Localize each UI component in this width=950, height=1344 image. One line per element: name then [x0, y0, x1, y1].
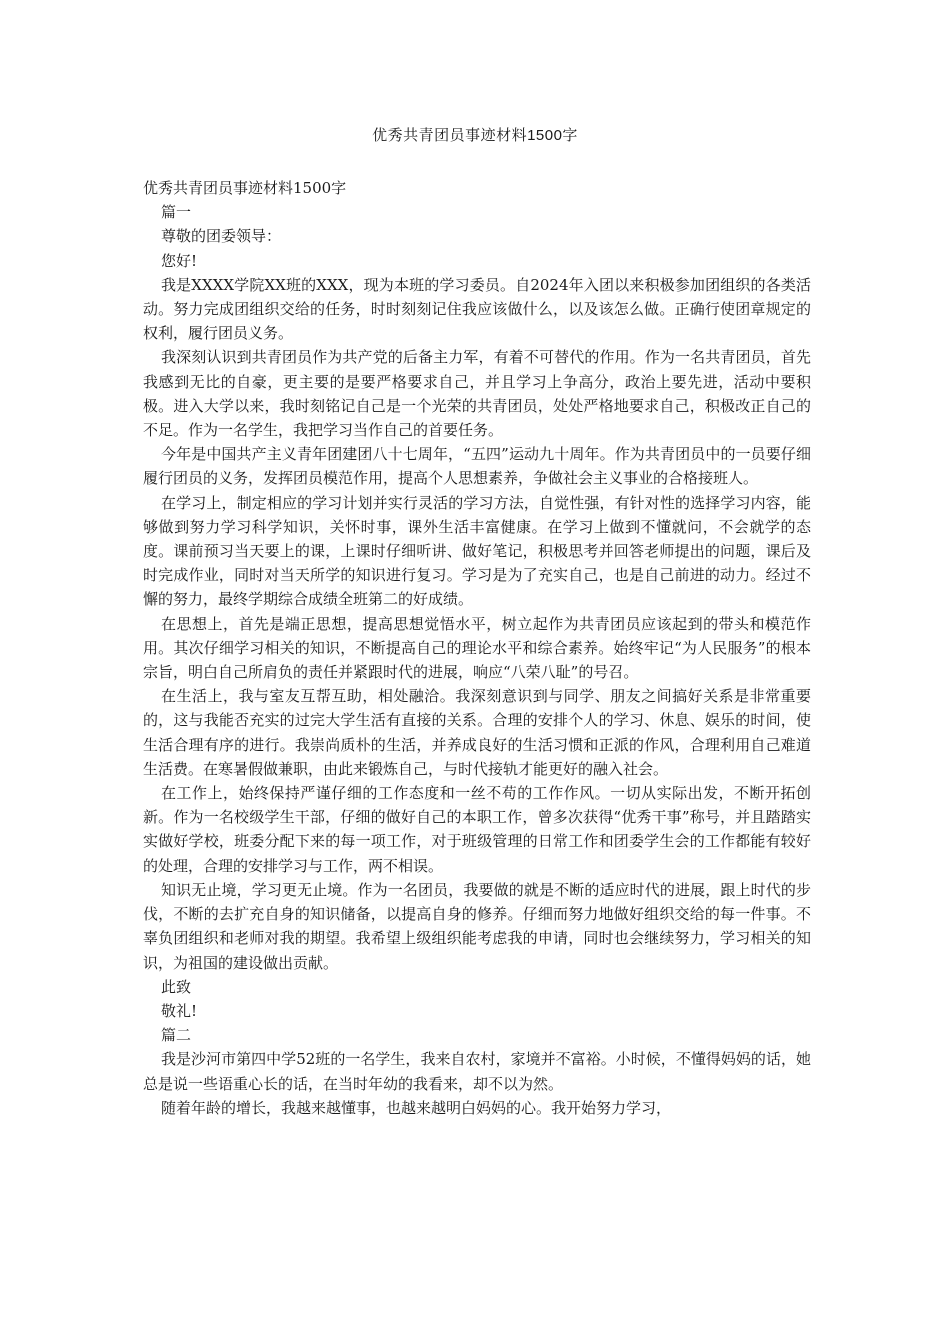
greeting: 您好!: [161, 251, 198, 270]
body-paragraph: 知识无止境，学习更无止境。作为一名团员，我要做的就是不断的适应时代的进展，跟上时代的步伐，不断的去扩充自身的知识储备，以提高自身的修养。仔细而努力地做好组织交给的每一件事。不辜负团组织和老师对我的期望。我希望上级组织能考虑我的申请，同时也会继续努力，学习相关的知识，为祖国的建设做出贡献。: [143, 880, 811, 972]
section-heading-1: 篇一: [161, 203, 192, 222]
document-body: [143, 176, 811, 1120]
body-paragraph: 今年是中国共产主义青年团建团八十七周年，“五四”运动九十周年。作为共青团员中的一员要仔细履行团员的义务，发挥团员模范作用，提高个人思想素养，争做社会主义事业的合格接班人。: [143, 445, 811, 488]
body-paragraph: 在生活上，我与室友互帮互助，相处融洽。我深刻意识到与同学、朋友之间搞好关系是非常重要的，这与我能否充实的过完大学生活有直接的关系。合理的安排个人的学习、休息、娱乐的时间，使生活合理有序的进行。我崇尚质朴的生活，并养成良好的生活习惯和正派的作风，合理利用自己难道生活费。在寒暑假做兼职，由此来锻炼自己，与时代接轨才能更好的融入社会。: [143, 687, 811, 778]
body-paragraph: 在学习上，制定相应的学习计划并实行灵活的学习方法，自觉性强，有针对性的选择学习内容，能够做到努力学习科学知识，关怀时事，课外生活丰富健康。在学习上做到不懂就问，不会就学的态度。课前预习当天要上的课，上课时仔细听讲、做好笔记，积极思考并回答老师提出的问题，课后及时完成作业，同时对当天所学的知识进行复习。学习是为了充实自己，也是自己前进的动力。经过不懈的努力，最终学期综合成绩全班第二的好成绩。: [143, 493, 811, 609]
section-heading-2: 篇二: [161, 1026, 192, 1045]
closing-line: 此致: [161, 977, 192, 996]
salutation: 尊敬的团委领导：: [161, 227, 282, 246]
body-paragraph: 随着年龄的增长，我越来越懂事，也越来越明白妈妈的心。我开始努力学习，: [161, 1098, 672, 1117]
body-paragraph: 我是沙河市第四中学52班的一名学生，我来自农村，家境并不富裕。小时候，不懂得妈妈的话，她总是说一些语重心长的话，在当时年幼的我看来，却不以为然。: [143, 1050, 811, 1093]
body-paragraph: 我深刻认识到共青团员作为共产党的后备主力军，有着不可替代的作用。作为一名共青团员，首先我感到无比的自豪，更主要的是要严格要求自己，并且学习上争高分，政治上要先进，活动中要积极。进入大学以来，我时刻铭记自己是一个光荣的共青团员，处处严格地要求自己，积极改正自己的不足。作为一名学生，我把学习当作自己的首要任务。: [143, 348, 811, 440]
subtitle-paragraph: 优秀共青团员事迹材料1500字: [143, 179, 347, 197]
body-paragraph: 我是XXXX学院XX班的XXX，现为本班的学习委员。自2024年入团以来积极参加团组织的各类活动。努力完成团组织交给的任务，时时刻刻记住我应该做什么，以及该怎么做。正确行使团章规定的权利，履行团员义务。: [143, 275, 811, 343]
body-paragraph: 在思想上，首先是端正思想，提高思想觉悟水平，树立起作为共青团员应该起到的带头和模范作用。其次仔细学习相关的知识，不断提高自己的理论水平和综合素养。始终牢记“为人民服务”的根本宗旨，明白自己所肩负的责任并紧跟时代的进展，响应“八荣八耻”的号召。: [143, 614, 811, 682]
body-paragraph: 在工作上，始终保持严谨仔细的工作态度和一丝不苟的工作作风。一切从实际出发，不断开拓创新。作为一名校级学生干部，仔细的做好自己的本职工作，曾多次获得“优秀干事”称号，并且踏踏实实做好学校，班委分配下来的每一项工作，对于班级管理的日常工作和团委学生会的工作都能有较好的处理，合理的安排学习与工作，两不相误。: [143, 784, 811, 875]
document-title: 优秀共青团员事迹材料1500字: [372, 127, 578, 144]
closing-line: 敬礼!: [161, 1001, 198, 1020]
